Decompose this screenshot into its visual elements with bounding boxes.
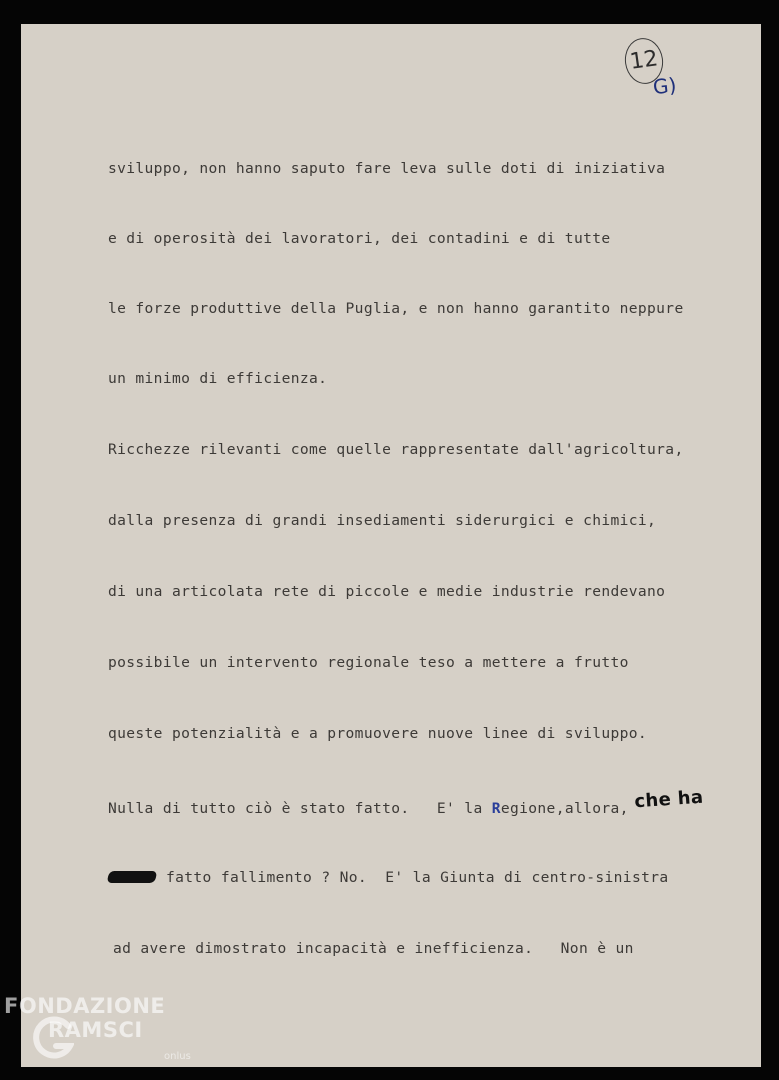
text-line-10	[108, 786, 704, 818]
line-10-text-a: Nulla di tutto ciò è stato fatto. E' la	[108, 800, 492, 817]
line-11-text: fatto fallimento ? No. E' la Giunta di centro-sinistra	[166, 869, 669, 886]
handwritten-insertion: che ha	[633, 786, 704, 813]
text-line-11	[108, 869, 669, 886]
text-line-9: queste potenzialità e a promuovere nuove linee di sviluppo.	[108, 725, 648, 742]
line-10-text-c: allora	[564, 800, 620, 817]
page-number: 12	[622, 36, 666, 87]
text-line-3: le forze produttive della Puglia, e non hanno garantito neppure	[108, 300, 684, 317]
text-line-4: un minimo di efficienza.	[108, 370, 328, 387]
text-line-7: di una articolata rete di piccole e medie industrie rendevano	[108, 583, 666, 600]
correction-letter: R	[491, 800, 501, 817]
text-line-6: dalla presenza di grandi insediamenti siderurgici e chimici,	[108, 512, 657, 529]
crossed-out-word	[107, 871, 158, 883]
section-mark: G)	[651, 72, 678, 100]
text-line-1: sviluppo, non hanno saputo fare leva sulle doti di iniziativa	[108, 160, 666, 177]
handwritten-comma: ,	[555, 800, 565, 817]
text-line-5: Ricchezze rilevanti come quelle rappresentate dall'agricoltura,	[108, 441, 684, 458]
fondazione-gramsci-watermark	[4, 994, 204, 1080]
text-line-2: e di operosità dei lavoratori, dei contadini e di tutte	[108, 230, 611, 247]
text-line-8: possibile un intervento regionale teso a mettere a frutto	[108, 654, 629, 671]
line-10-text-b: egione	[500, 800, 556, 817]
handwritten-comma: ,	[619, 800, 629, 817]
document-page	[21, 24, 761, 1067]
watermark-line-2: RAMSCI	[48, 1018, 143, 1042]
text-line-12: ad avere dimostrato incapacità e inefficienza. Non è un	[113, 940, 634, 957]
watermark-suffix: onlus	[164, 1051, 191, 1062]
watermark-line-1: FONDAZIONE	[4, 994, 166, 1018]
